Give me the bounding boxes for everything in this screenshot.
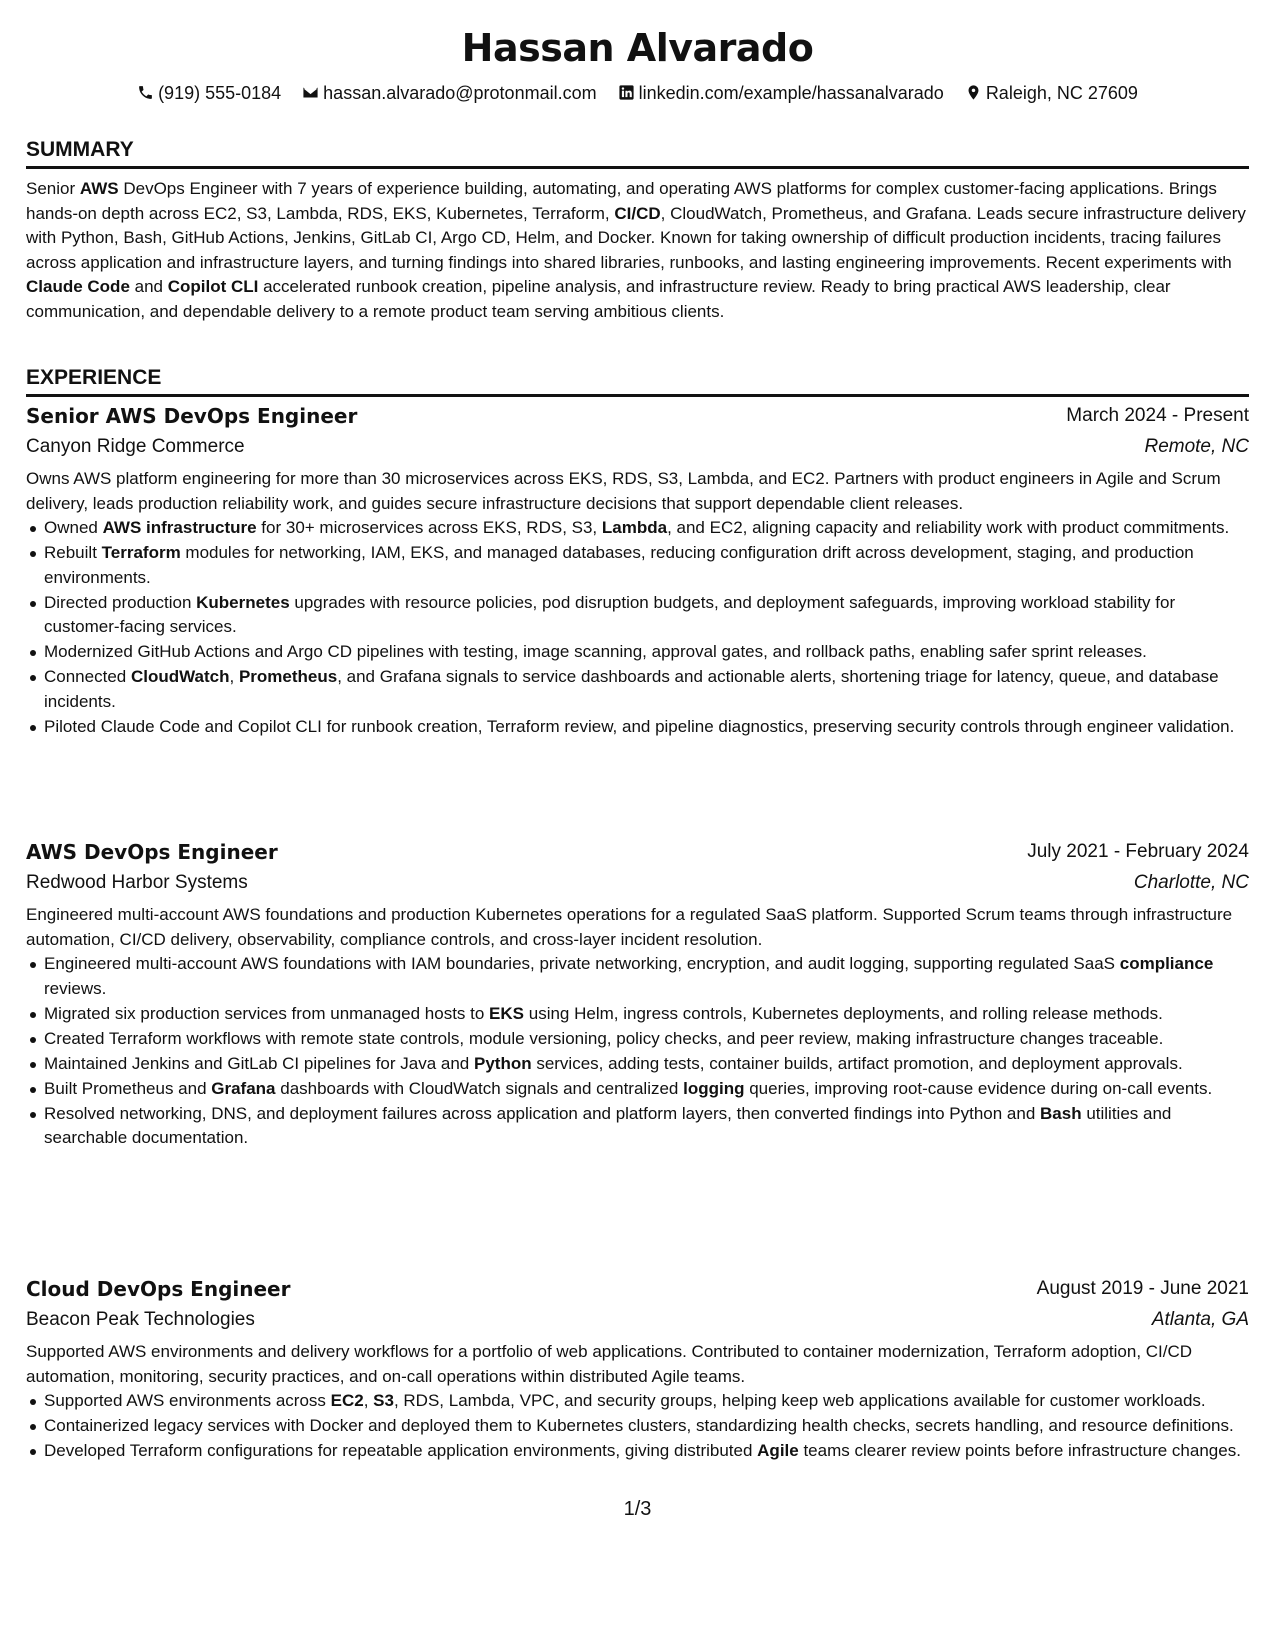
bold-keyword: AWS infrastructure [102,518,257,537]
text-run: Built Prometheus and [44,1078,212,1098]
bullet-item [44,640,1249,665]
bold-keyword: Agile [757,1441,799,1460]
section-title-experience: EXPERIENCE [26,364,1249,397]
job-entry [26,1275,1249,1464]
bold-keyword: EKS [489,1003,525,1023]
contact-location [965,80,1138,106]
text-run: , [363,1391,374,1410]
summary-text [26,177,1249,324]
linkedin-icon [618,84,635,101]
job-description: Owns AWS platform engineering for more than 30 microservices across EKS, RDS, S3, Lambda, and EC2. Partners with product engineers in Agile and Scrum delivery, leads production reliability work, and guides secure infrastructure decisions that support dependable client releases. [26,469,1221,513]
job-location: Remote, NC [1144,436,1249,457]
text-run: Engineered multi-account AWS foundations with IAM boundaries, private networking, encryption, and audit logging, supporting regulated SaaS [44,954,1120,973]
text-run: DevOps Engineer with 7 years of experience building, automating, and operating AWS platforms for complex customer-facing applications. Brings hands-on depth across EC2, S3, Lambda, RDS, EKS, Kubernetes, Terraform, [26,179,1217,223]
contact-linkedin[interactable] [618,80,944,106]
text-run: upgrades with resource policies, pod disruption budgets, and deployment safeguards, improving workload stability for customer-facing services. [44,592,1176,636]
bold-keyword: EC2 [330,1391,364,1410]
bullet-item [44,516,1249,541]
map-pin-icon [965,84,982,101]
text-run: Piloted Claude Code and Copilot CLI for runbook creation, Terraform review, and pipeline diagnostics, preserving security controls through engineer validation. [44,716,1235,736]
text-run: Directed production [44,592,197,612]
bullet-item [44,1052,1249,1077]
job-dates: August 2019 - June 2021 [1036,1278,1249,1299]
phone-icon [137,84,154,101]
text-run: using Helm, ingress controls, Kubernetes deployments, and rolling release methods. [524,1003,1163,1023]
job-location: Atlanta, GA [1151,1309,1249,1330]
job-description: Supported AWS environments and delivery workflows for a portfolio of web applications. Contributed to container modernization, Terraform adoption, CI/CD automation, monitoring, security practices, and on-call operations within distributed Agile teams. [26,1342,1193,1386]
bold-keyword: CI/CD [614,203,661,223]
bullet-item [44,1414,1249,1439]
bullet-item [44,1077,1249,1102]
candidate-name: Hassan Alvarado [461,26,814,70]
job-dates: July 2021 - February 2024 [1027,841,1249,862]
text-run: Maintained Jenkins and GitLab CI pipelines for Java and [44,1053,474,1073]
text-run: Senior [26,179,80,198]
bold-keyword: Terraform [101,543,181,562]
job-company: Canyon Ridge Commerce [26,436,245,457]
text-run: Resolved networking, DNS, and deployment failures across application and platform layers, then converted findings into Python and [44,1103,1041,1123]
text-run: Migrated six production services from unmanaged hosts to [44,1003,490,1023]
job-entry [26,838,1249,1151]
contact-location-text: Raleigh, NC 27609 [985,83,1138,104]
bullet-item [44,1102,1249,1151]
bold-keyword: Copilot CLI [167,277,259,296]
bullet-item [44,952,1249,1001]
job-company: Beacon Peak Technologies [26,1309,255,1330]
text-run: Modernized GitHub Actions and Argo CD pipelines with testing, image scanning, approval gates, and rollback paths, enabling safer sprint releases. [44,642,1147,661]
text-run: teams clearer review points before infrastructure changes. [798,1441,1241,1460]
bullet-item [44,715,1249,740]
page-number: 1/3 [623,1498,652,1520]
contact-linkedin-text: linkedin.com/example/hassanalvarado [638,83,944,104]
job-dates: March 2024 - Present [1066,405,1249,426]
text-run: Developed Terraform configurations for repeatable application environments, giving distributed [44,1441,758,1460]
job-bullets [26,516,1249,739]
text-run: , [229,667,239,686]
text-run: Connected [44,667,131,686]
bullet-item [44,1389,1249,1414]
job-bullets [26,952,1249,1151]
contact-bar [26,79,1249,106]
job-role: AWS DevOps Engineer [26,840,278,864]
job-role: Senior AWS DevOps Engineer [26,404,358,428]
text-run: dashboards with CloudWatch signals and centralized [275,1078,684,1098]
text-run: Rebuilt [44,543,102,562]
text-run: , and EC2, aligning capacity and reliability work with product commitments. [667,518,1230,537]
bold-keyword: compliance [1119,954,1214,973]
contact-email-text: hassan.alvarado@protonmail.com [323,83,597,104]
job-bullets [26,1389,1249,1464]
text-run: , CloudWatch, Prometheus, and Grafana. Leads secure infrastructure delivery with Python, Bash, GitHub Actions, Jenkins, GitLab CI, Argo CD, Helm, and Docker. Known for taking ownership of difficult production incidents, tracing failures across application and infrastructure layers, and turning findings into shared libraries, runbooks, and lasting engineering improvements. Recent experiments with [26,203,1246,272]
job-description: Engineered multi-account AWS foundations and production Kubernetes operations for a regulated SaaS platform. Supported Scrum teams through infrastructure automation, CI/CD delivery, observability, compliance controls, and cross-layer incident resolution. [26,905,1233,949]
text-run: queries, improving root-cause evidence during on-call events. [744,1078,1213,1098]
bold-keyword: CloudWatch [130,667,230,686]
text-run: Containerized legacy services with Docker and deployed them to Kubernetes clusters, standardizing health checks, secrets handling, and resource definitions. [44,1416,1234,1435]
bullet-item [44,591,1249,640]
bullet-item [44,1027,1249,1052]
text-run: modules for networking, IAM, EKS, and managed databases, reducing configuration drift across development, staging, and production environments. [44,543,1194,587]
bold-keyword: Lambda [601,518,668,537]
text-run: for 30+ microservices across EKS, RDS, S3, [256,518,602,537]
text-run: Created Terraform workflows with remote state controls, module versioning, policy checks, and peer review, making infrastructure changes traceable. [44,1028,1164,1048]
bold-keyword: Claude Code [26,277,130,296]
bullet-item [44,1439,1249,1464]
job-company: Redwood Harbor Systems [26,872,248,893]
bold-keyword: Bash [1040,1103,1082,1123]
text-run: , RDS, Lambda, VPC, and security groups, helping keep web applications available for customer workloads. [393,1391,1206,1410]
text-run: accelerated runbook creation, pipeline analysis, and infrastructure review. Ready to bring practical AWS leadership, clear communication, and dependable delivery to a remote product team serving ambitious clients. [26,277,1171,321]
resume-page [26,0,1249,1650]
text-run: and [129,277,168,296]
contact-email[interactable] [302,80,596,106]
text-run: , and Grafana signals to service dashboards and actionable alerts, shortening triage for latency, queue, and database incidents. [44,667,1219,711]
envelope-icon [302,84,319,101]
job-entry [26,402,1249,740]
job-role: Cloud DevOps Engineer [26,1277,291,1301]
text-run: utilities and searchable documentation. [44,1103,1172,1147]
text-run: Supported AWS environments across [44,1391,331,1410]
text-run: Owned [44,518,103,537]
bold-keyword: Grafana [211,1078,276,1098]
bold-keyword: Python [473,1053,532,1073]
contact-phone-text: (919) 555-0184 [158,83,282,104]
bold-keyword: Kubernetes [196,592,290,612]
bold-keyword: AWS [79,179,119,198]
bold-keyword: S3 [373,1391,394,1410]
contact-phone[interactable] [137,80,281,106]
job-location: Charlotte, NC [1133,872,1249,893]
section-title-summary: SUMMARY [26,136,1249,169]
text-run: services, adding tests, container builds, artifact promotion, and deployment approvals. [531,1053,1183,1073]
text-run: reviews. [44,978,107,998]
bullet-item [44,541,1249,590]
bold-keyword: Prometheus [238,667,338,686]
bullet-item [44,665,1249,714]
bullet-item [44,1002,1249,1027]
bold-keyword: logging [683,1078,745,1098]
